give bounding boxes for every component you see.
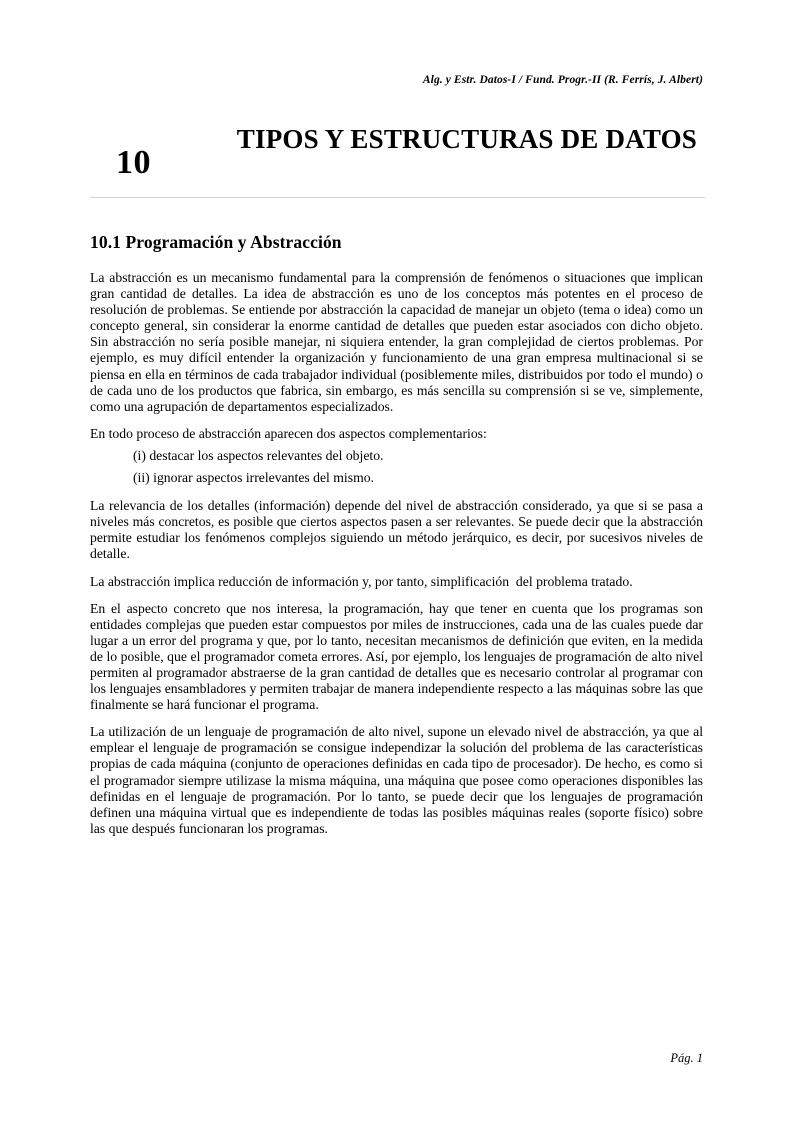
paragraph-aspectos-lead-in: En todo proceso de abstracción aparecen dos aspectos complementarios: [90, 425, 487, 441]
title-divider-rule [90, 197, 705, 198]
page-number-footer: Pág. 1 [670, 1051, 703, 1065]
page-content [90, 232, 707, 848]
chapter-title-block [90, 124, 703, 198]
running-header: Alg. y Estr. Datos-I / Fund. Progr.-II (R. Ferrís, J. Albert) [422, 74, 703, 86]
paragraph-reduccion-informacion: La abstracción implica reducción de información y, por tanto, simplificación del problema tratado. [90, 573, 633, 589]
paragraph-relevancia-detalles: La relevancia de los detalles (información) depende del nivel de abstracción considerado, ya que si se pasa a niveles más concretos, es posible que ciertos aspectos pasen a ser relevantes. Se puede decir que la abstracción permite estudiar los fenómenos complejos siguiendo un método jerárquico, es decir, por sucesivos niveles de detalle. [90, 498, 707, 562]
chapter-number: 10 [116, 144, 151, 181]
paragraph-lenguaje-alto-nivel: La utilización de un lenguaje de programación de alto nivel, supone un elevado nivel de abstracción, ya que al emplear el lenguaje de programación se consigue independizar la solución del problema de las características propias de cada máquina (conjunto de operaciones definidas en cada tipo de procesador). De hecho, es como si el programador siempre utilizase la misma máquina, una máquina que posee como operaciones disponibles las definidas en el lenguaje de programación. Por lo tanto, se puede decir que los lenguajes de programación definen una máquina virtual que es independiente de todas las posibles máquinas reales (soporte físico) sobre las que después funcionaran los programas. [90, 724, 707, 836]
paragraph-aspecto-concreto: En el aspecto concreto que nos interesa, la programación, hay que tener en cuenta que los programas son entidades complejas que pueden estar compuestos por miles de instrucciones, cada una de las cuales puede dar lugar a un error del programa y que, por lo tanto, necesitan mecanismos de definición que eviten, en la medida de lo posible, que el programador cometa errores. Así, por ejemplo, los lenguajes de programación de alto nivel permiten al programador abstraerse de la gran cantidad de detalles que es necesario controlar al programar con los lenguajes ensambladores y permiten trabajar de manera independiente respecto a las máquinas sobre las que finalmente se hará funcionar el programa. [90, 600, 707, 713]
chapter-title: TIPOS Y ESTRUCTURAS DE DATOS [236, 124, 697, 154]
section-heading-10-1: 10.1 Programación y Abstracción [90, 232, 342, 252]
list-item-ii: (ii) ignorar aspectos irrelevantes del mismo. [133, 470, 374, 486]
paragraph-abstraccion-intro: La abstracción es un mecanismo fundamental para la comprensión de fenómenos o situaciones que implican gran cantidad de detalles. La idea de abstracción es uno de los conceptos más potentes en el proceso de resolución de problemas. Se entiende por abstracción la capacidad de manejar un objeto (tema o idea) como un concepto general, sin considerar la enorme cantidad de detalles que pueden estar asociados con dicho objeto. Sin abstracción no sería posible manejar, ni siquiera entender, la gran complejidad de ciertos problemas. Por ejemplo, es muy difícil entender la organización y funcionamiento de una gran empresa multinacional si se piensa en ella en términos de cada trabajador individual (posiblemente miles, distribuidos por todo el mundo) o de cada uno de los productos que fabrica, sin embargo, es más sencilla su comprensión si se ve, simplemente, como una agrupación de departamentos especializados. [90, 270, 707, 414]
list-item-i: (i) destacar los aspectos relevantes del objeto. [133, 447, 384, 463]
